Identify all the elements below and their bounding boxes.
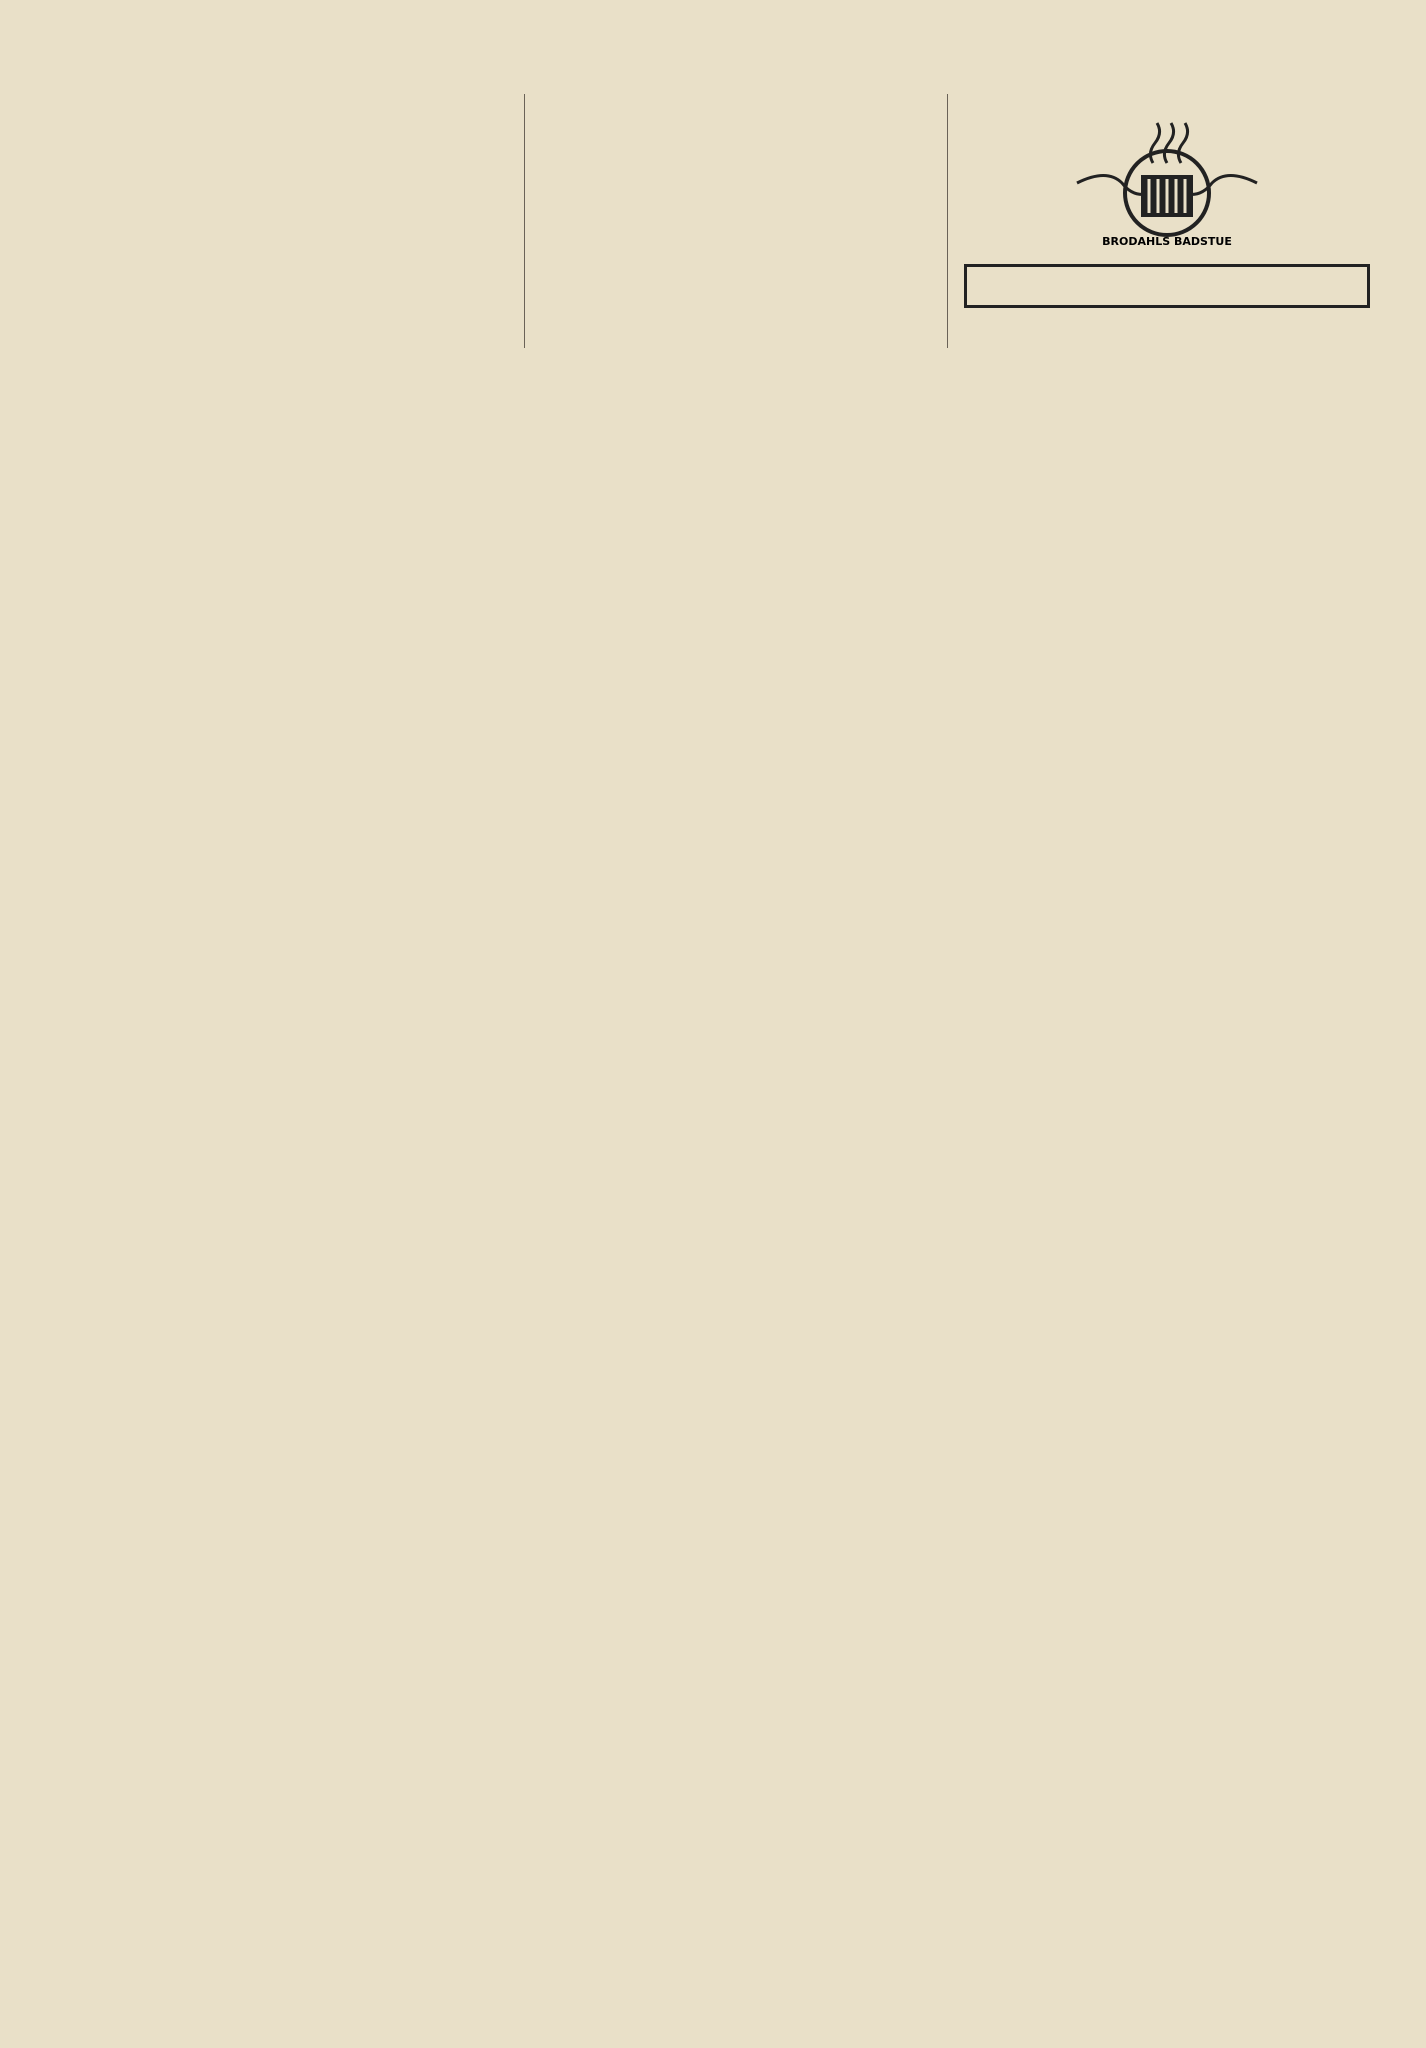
advertisement-box (964, 264, 1370, 308)
column-1 (96, 94, 514, 348)
running-head (96, 56, 1386, 90)
directory-columns (96, 94, 1386, 348)
column-2 (524, 94, 948, 348)
column-3 (958, 94, 1376, 348)
svg-text:BRODAHLS BADSTUE: BRODAHLS BADSTUE (1102, 235, 1232, 248)
badstue-stove-icon (1037, 113, 1297, 253)
brodahls-badstue-logo (958, 108, 1376, 258)
